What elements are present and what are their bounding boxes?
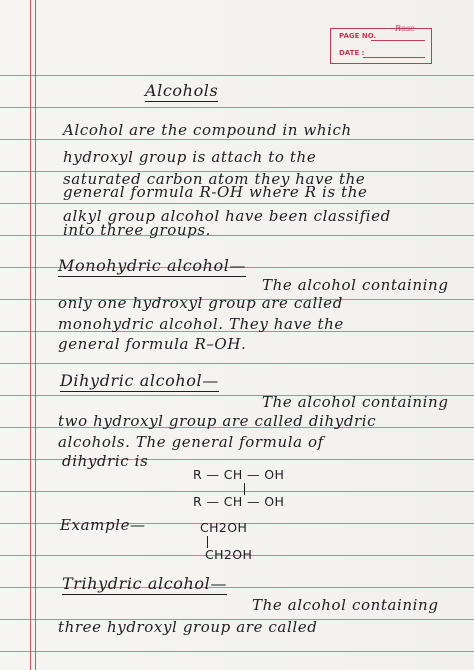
section-heading-dihydric: Dihydric alcohol— bbox=[60, 371, 219, 390]
formula-top: R — CH — OH bbox=[193, 467, 285, 482]
intro-line: into three groups. bbox=[63, 221, 211, 239]
mono-line: general formula R–OH. bbox=[58, 335, 247, 353]
tri-line: three hydroxyl group are called bbox=[58, 618, 318, 636]
margin-line bbox=[35, 0, 36, 670]
mono-line: only one hydroxyl group are called bbox=[58, 294, 343, 312]
di-line: alcohols. The general formula of bbox=[58, 433, 324, 451]
page-title: Alcohols bbox=[145, 81, 219, 100]
di-line: two hydroxyl group are called dihydric bbox=[58, 412, 377, 430]
example-formula-top: CH2OH bbox=[200, 520, 248, 535]
di-line: dihydric is bbox=[62, 452, 149, 470]
section-heading-trihydric: Trihydric alcohol— bbox=[62, 574, 227, 593]
margin-line bbox=[30, 0, 31, 670]
tri-line: The alcohol containing bbox=[252, 596, 439, 614]
mono-line: monohydric alcohol. They have the bbox=[58, 315, 344, 333]
page-no-line bbox=[371, 40, 425, 41]
di-line: The alcohol containing bbox=[262, 393, 449, 411]
intro-line: alkyl group alcohol have been classified bbox=[63, 207, 391, 225]
intro-line: Alcohol are the compound in which bbox=[63, 121, 352, 139]
mono-line: The alcohol containing bbox=[262, 276, 449, 294]
signature: Rose bbox=[395, 24, 415, 33]
example-formula-bottom: CH2OH bbox=[205, 547, 253, 562]
date-line bbox=[363, 57, 425, 58]
intro-line: general formula R-OH where R is the bbox=[63, 183, 368, 201]
intro-line: hydroxyl group is attach to the bbox=[63, 148, 317, 166]
section-heading-monohydric: Monohydric alcohol— bbox=[58, 256, 247, 275]
page-date-stamp bbox=[330, 28, 432, 64]
formula-bottom: R — CH — OH bbox=[193, 494, 285, 509]
example-label: Example— bbox=[60, 516, 146, 534]
date-label: DATE : bbox=[339, 49, 365, 57]
page-no-label: PAGE NO. bbox=[339, 32, 377, 40]
intro-line: saturated carbon atom they have the bbox=[63, 170, 366, 188]
